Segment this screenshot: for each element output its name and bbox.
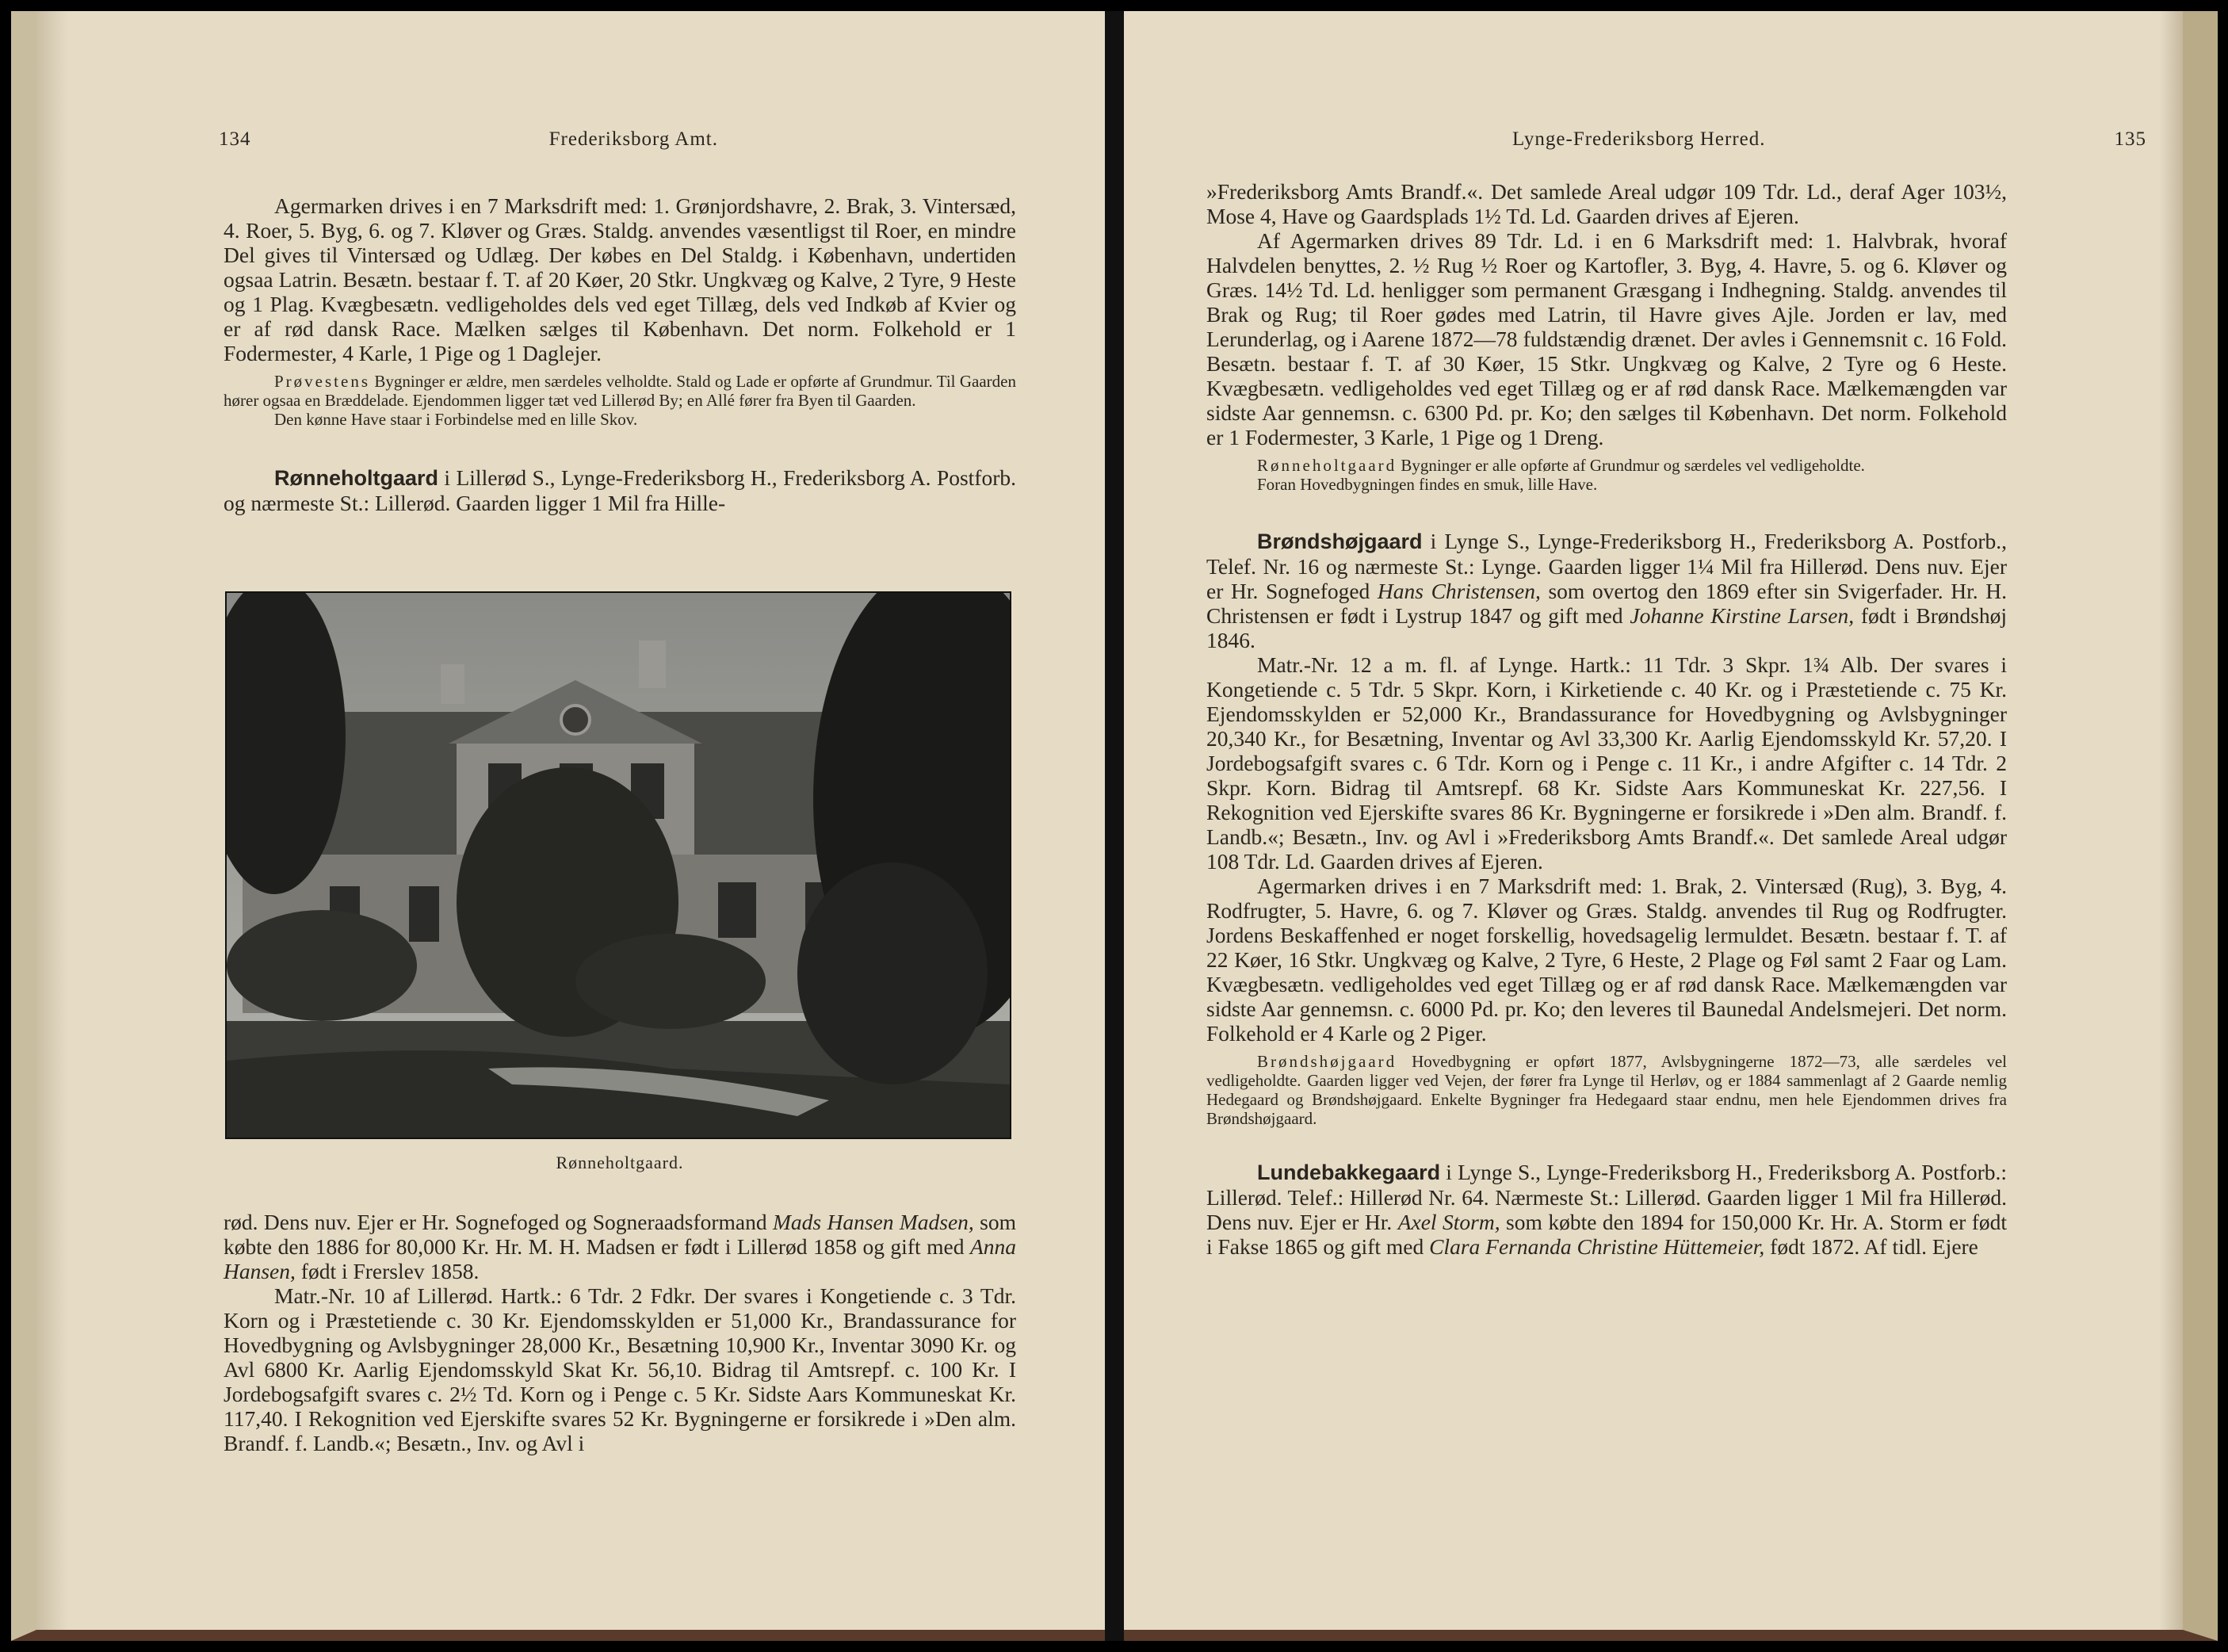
running-head: Lynge-Frederiksborg Herred. <box>1512 128 1766 150</box>
text-run: født i Frerslev 1858. <box>295 1259 480 1283</box>
text-run: født 1872. Af tidl. Ejere <box>1764 1234 1978 1259</box>
page-number: 135 <box>2114 128 2146 150</box>
paragraph: Af Agermarken drives 89 Tdr. Ld. i en 6 Marksdrift med: 1. Halvbrak, hvoraf Halvdelen benyttes, 2. ½ Rug ½ Roer og Kartofler, 3. Byg, 4. Havre, 5. og 6. Kløver og Græs. 14½ Td. Ld. henligger som permanent Græsgang i Indhegning. Staldg. anvendes til Brak og Rug; til Roer gødes med Latrin, til Havre gives Ajle. Jorden er lav, med Lerunderlag, og i Aarene 1872—78 fuldstændig drænet. Der avles i Gennemsnit c. 16 Fold. Besætn. bestaar f. T. af 30 Køer, 15 Stkr. Ungkvæg og Kalve, 2 Tyre og 6 Heste. Kvægbesætn. vedligeholdes ved eget Tillæg og er af rød dansk Race. Mælkemængden var sidste Aar gennemsn. c. 6300 Pd. pr. Ko; den sælges til København. Det norm. Folkehold er 1 Fodermester, 3 Karle, 1 Pige og 1 Dreng. <box>1206 228 2007 449</box>
text-run: i Lynge S., Lynge-Frederiksborg H., Frederiksborg A. Postforb.: Lillerød. Telef.: Hillerød Nr. 64. Nærmeste St.: Lillerød. Gaarden ligger 1 Mil fra Hillerød. Dens nuv. Ejer er Hr. <box>1206 1160 2007 1234</box>
paragraph: Matr.-Nr. 12 a m. fl. af Lynge. Hartk.: 11 Tdr. 3 Skpr. 1¾ Alb. Der svares i Kongetiende c. 5 Tdr. 5 Skpr. Korn, i Kirketiende c. 40 Kr. og i Præstetiende c. 75 Kr. Ejendomsskylden er 52,000 Kr., Brandassurance for Hovedbygning og Avlsbygninger 20,340 Kr., for Besætning, Inventar og Avl 33,300 Kr. Aarlig Ejendomsskyld Kr. 57,20. I Jordebogsafgift svares c. 6 Tdr. Korn og i Penge c. 11 Kr., i andre Afgifter c. 14 Tdr. 2 Skpr. Korn. Bidrag til Amtsrepf. 68 Kr. Sidste Aars Kommuneskat Kr. 227,56. I Rekognition ved Ejerskifte svares 86 Kr. Bygningerne er forsikrede i »Den alm. Brandf. f. Landb.«; Besætn., Inv. og Avl i »Frederiksborg Amts Brandf.«. Det samlede Areal udgør 108 Tdr. Ld. Gaarden drives af Ejeren. <box>1206 652 2007 874</box>
wife-name: Anna Hansen, <box>224 1234 1016 1283</box>
paragraph: »Frederiksborg Amts Brandf.«. Det samlede Areal udgør 109 Tdr. Ld., deraf Ager 103½, Mose 4, Have og Gaardsplads 1½ Td. Ld. Gaarden drives af Ejeren. <box>1206 179 2007 228</box>
paragraph: Matr.-Nr. 10 af Lillerød. Hartk.: 6 Tdr. 2 Fdkr. Der svares i Kongetiende c. 3 Tdr. Korn og i Præstetiende c. 30 Kr. Ejendomsskylden er 51,000 Kr., Brandassurance for Hovedbygning og Avlsbygninger 28,000 Kr., Besætning 10,900 Kr., Inventar 3090 Kr. og Avl 6800 Kr. Aarlig Ejendomsskyld Skat Kr. 56,10. Bidrag til Amtsrepf. c. 100 Kr. I Jordebogsafgift svares c. 2½ Td. Korn og i Penge c. 5 Kr. Sidste Aars Kommuneskat Kr. 117,40. I Rekognition ved Ejerskifte svares 52 Kr. Bygningerne er forsikrede i »Den alm. Brandf. f. Landb.«; Besætn., Inv. og Avl i <box>224 1283 1016 1455</box>
farmhouse-illustration <box>227 593 1010 1138</box>
left-text-top <box>224 193 1016 515</box>
small-note <box>1206 1052 2007 1128</box>
owner-name: Mads Hansen Madsen, <box>772 1210 974 1234</box>
farmhouse-photo <box>225 591 1011 1139</box>
text-run: født i Brøndshøj 1846. <box>1206 603 2008 652</box>
note-name: Prøvestens <box>274 372 370 391</box>
wife-name: Johanne Kirstine Larsen, <box>1630 603 1855 628</box>
note-name: Rønneholtgaard <box>1257 456 1397 475</box>
right-page-header <box>1282 128 2146 151</box>
owner-name: Axel Storm, <box>1397 1210 1500 1234</box>
entry-title: Brøndshøjgaard <box>1257 530 1423 553</box>
paragraph: Agermarken drives i en 7 Marksdrift med: 1. Grønjordshavre, 2. Brak, 3. Vintersæd, 4. Roer, 5. Byg, 6. og 7. Kløver og Græs. Staldg. anvendes væsentligst til Roer, en mindre Del gives til Vintersæd og Udlæg. Der købes en Del Staldg. i København, undertiden ogsaa Latrin. Besætn. bestaar f. T. af 20 Køer, 20 Stkr. Ungkvæg og Kalve, 2 Tyre, 9 Heste og 1 Plag. Kvægbesætn. vedligeholdes dels ved eget Tillæg, dels ved Indkøb af Kvier og er af rød dansk Race. Mælken sælges til København. Det norm. Folkehold er 1 Fodermester, 4 Karle, 1 Pige og 1 Daglejer. <box>224 193 1016 365</box>
right-page <box>1124 11 2218 1641</box>
page-number: 134 <box>219 128 251 150</box>
paragraph <box>224 1210 1016 1283</box>
text-run: som overtog den 1869 efter sin Svigerfader. Hr. H. Christensen er født i Lystrup 1847 og gift med <box>1206 579 2007 628</box>
text-run: som købte den 1894 for 150,000 Kr. Hr. A. Storm er født i Fakse 1865 og gift med <box>1206 1210 2007 1259</box>
entry-title: Rønneholtgaard <box>274 466 438 490</box>
note-text: Bygninger er ældre, men særdeles velholdte. Stald og Lade er opførte af Grundmur. Til Gaarden hører ogsaa en Bræddelade. Ejendommen ligger tæt ved Lillerød By; en Allé fører fra Byen til Gaarden. <box>224 372 1016 410</box>
small-note <box>1206 456 2007 494</box>
small-note <box>224 372 1016 429</box>
text-run: som købte den 1886 for 80,000 Kr. Hr. M. H. Madsen er født i Lillerød 1858 og gift med <box>224 1210 1016 1259</box>
right-text <box>1206 179 2007 1259</box>
entry-title: Lundebakkegaard <box>1257 1161 1441 1184</box>
entry-paragraph <box>224 465 1016 515</box>
note-text-2: Den kønne Have staar i Forbindelse med en lille Skov. <box>274 410 638 429</box>
note-text: Hovedbygning er opført 1877, Avlsbygningerne 1872—73, alle særdeles vel vedligeholdte. Gaarden ligger ved Vejen, der fører fra Lynge til Herløv, og er 1884 sammenlagt af 2 Gaarde nemlig Hedegaard og Brøndshøjgaard. Enkelte Bygninger fra Hedegaard staar endnu, men hele Ejendommen drives fra Brøndshøjgaard. <box>1206 1052 2007 1128</box>
entry-intro: i Lillerød S., Lynge-Frederiksborg H., Frederiksborg A. Postforb. og nærmeste St.: Lillerød. Gaarden ligger 1 Mil fra Hille- <box>224 465 1016 515</box>
photo-caption: Rønneholtgaard. <box>556 1153 684 1172</box>
text-run: rød. Dens nuv. Ejer er Hr. Sognefoged og Sogneraadsformand <box>224 1210 773 1234</box>
owner-name: Hans Christensen, <box>1377 579 1541 603</box>
left-page <box>11 11 1105 1641</box>
running-head: Frederiksborg Amt. <box>548 128 718 150</box>
note-text: Bygninger er alle opførte af Grundmur og særdeles vel vedligeholdte. <box>1397 456 1865 475</box>
note-text-2: Foran Hovedbygningen findes en smuk, lille Have. <box>1257 475 1598 494</box>
note-name: Brøndshøjgaard <box>1257 1052 1397 1071</box>
book-gutter <box>1105 11 1124 1641</box>
wife-name: Clara Fernanda Christine Hüttemeier, <box>1429 1234 1765 1259</box>
entry-paragraph <box>1206 1160 2007 1259</box>
left-page-header <box>219 128 1051 151</box>
entry-paragraph <box>1206 529 2007 652</box>
text-run: i Lynge S., Lynge-Frederiksborg H., Frederiksborg A. Postforb., Telef. Nr. 16 og nærmeste St.: Lynge. Gaarden ligger 1¼ Mil fra Hillerød. Dens nuv. Ejer er Hr. Sognefoged <box>1206 529 2007 603</box>
paragraph: Agermarken drives i en 7 Marksdrift med: 1. Brak, 2. Vintersæd (Rug), 3. Byg, 4. Rodfrugter, 5. Havre, 6. og 7. Kløver og Græs. Staldg. anvendes til Rug og Rodfrugter. Jordens Beskaffenhed er noget forskellig, hovedsagelig lermuldet. Besætn. bestaar f. T. af 22 Køer, 16 Stkr. Ungkvæg og Kalve, 2 Tyre, 6 Heste, 2 Plage og Føl samt 2 Faar og Lam. Kvægbesætn. vedligeholdes ved eget Tillæg og er af rød dansk Race. Mælkemængden var sidste Aar gennemsn. c. 6000 Pd. pr. Ko; den leveres til Baunedal Andelsmejeri. Det norm. Folkehold er 4 Karle og 2 Piger. <box>1206 874 2007 1046</box>
left-text-bottom <box>224 1210 1016 1455</box>
